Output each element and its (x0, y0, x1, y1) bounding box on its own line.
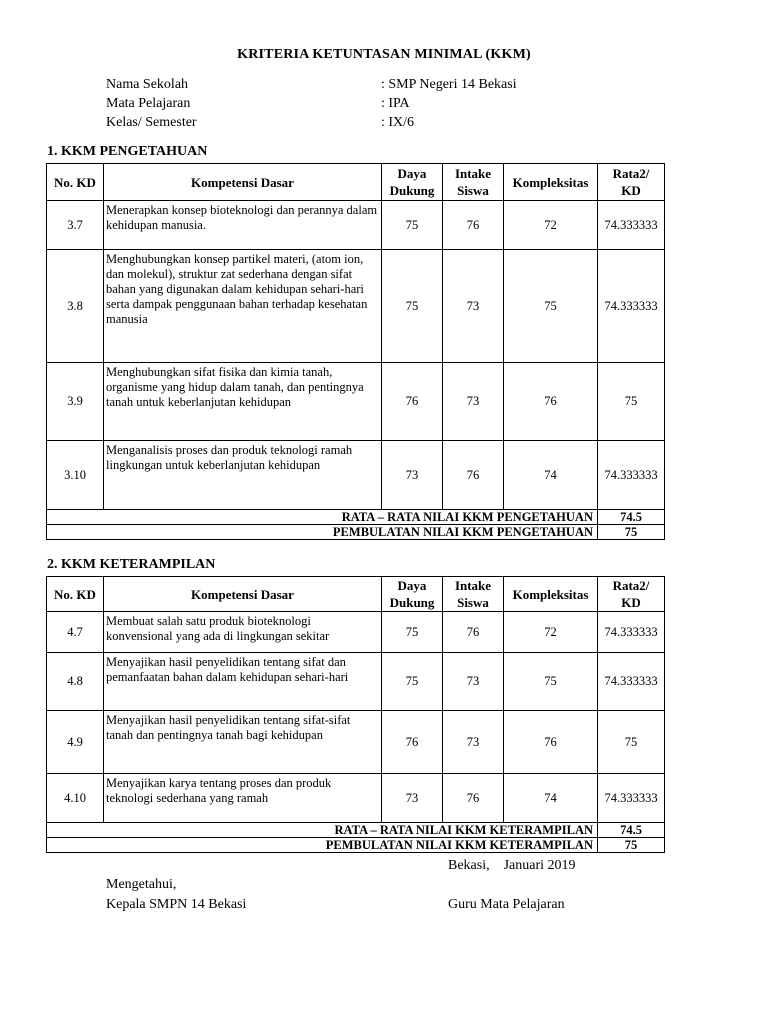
kd-cell: 3.9 (47, 363, 104, 441)
guru-label: Guru Mata Pelajaran (448, 897, 565, 912)
rata-cell: 74.333333 (598, 250, 665, 363)
header-kompleksitas: Kompleksitas (504, 164, 598, 201)
desc-cell: Menghubungkan sifat fisika dan kimia tanah, organisme yang hidup dalam tanah, dan pentingnya tanah untuk keberlanjutan kehidupan (104, 363, 382, 441)
section1-heading: 1. KKM PENGETAHUAN (47, 144, 208, 159)
komp-cell: 76 (504, 711, 598, 774)
rata-cell: 75 (598, 363, 665, 441)
table-row (47, 250, 665, 363)
rata-cell: 74.333333 (598, 612, 665, 653)
average-label: RATA – RATA NILAI KKM KETERAMPILAN (47, 823, 598, 838)
header-daya-dukung: Daya Dukung (382, 577, 443, 612)
komp-cell: 72 (504, 201, 598, 250)
average-row (47, 823, 665, 838)
daya-cell: 76 (382, 711, 443, 774)
komp-cell: 75 (504, 653, 598, 711)
intake-cell: 73 (443, 363, 504, 441)
rounding-value: 75 (598, 838, 665, 853)
header-kompetensi: Kompetensi Dasar (104, 577, 382, 612)
desc-cell: Menghubungkan konsep partikel materi, (atom ion, dan molekul), struktur zat sederhana dengan sifat bahan yang digunakan dalam kehidupan sehari-hari serta dampak penggunaan bahan terhadap kesehatan manusia (104, 250, 382, 363)
average-value: 74.5 (598, 510, 665, 525)
info-value-subject: : IPA (381, 96, 410, 111)
rata-cell: 74.333333 (598, 441, 665, 510)
daya-cell: 75 (382, 653, 443, 711)
header-rata-kd: Rata2/ KD (598, 164, 665, 201)
average-value: 74.5 (598, 823, 665, 838)
kd-cell: 3.7 (47, 201, 104, 250)
kd-cell: 3.8 (47, 250, 104, 363)
info-value-class: : IX/6 (381, 115, 415, 130)
table-header-row (47, 577, 665, 612)
komp-cell: 75 (504, 250, 598, 363)
mengetahui-label: Mengetahui, (106, 877, 177, 892)
header-no-kd: No. KD (47, 164, 104, 201)
kd-cell: 4.8 (47, 653, 104, 711)
rata-cell: 74.333333 (598, 774, 665, 823)
rounding-row (47, 525, 665, 540)
info-label-school: Nama Sekolah (106, 77, 189, 92)
table-row (47, 711, 665, 774)
desc-cell: Menyajikan karya tentang proses dan produk teknologi sederhana yang ramah (104, 774, 382, 823)
kd-cell: 4.7 (47, 612, 104, 653)
info-label-class: Kelas/ Semester (106, 115, 197, 130)
desc-cell: Menyajikan hasil penyelidikan tentang sifat-sifat tanah dan pentingnya tanah bagi kehidupan (104, 711, 382, 774)
intake-cell: 76 (443, 201, 504, 250)
daya-cell: 75 (382, 201, 443, 250)
header-daya-dukung: Daya Dukung (382, 164, 443, 201)
komp-cell: 74 (504, 774, 598, 823)
daya-cell: 73 (382, 774, 443, 823)
place-date: Bekasi, Januari 2019 (448, 858, 576, 873)
document-title: KRITERIA KETUNTASAN MINIMAL (KKM) (237, 47, 531, 62)
header-rata-kd: Rata2/ KD (598, 577, 665, 612)
komp-cell: 76 (504, 363, 598, 441)
daya-cell: 75 (382, 612, 443, 653)
komp-cell: 72 (504, 612, 598, 653)
komp-cell: 74 (504, 441, 598, 510)
section2-heading: 2. KKM KETERAMPILAN (47, 557, 216, 572)
rounding-row (47, 838, 665, 853)
intake-cell: 73 (443, 653, 504, 711)
kd-cell: 3.10 (47, 441, 104, 510)
rounding-value: 75 (598, 525, 665, 540)
average-row (47, 510, 665, 525)
intake-cell: 76 (443, 441, 504, 510)
kkm-pengetahuan-table (46, 163, 665, 540)
intake-cell: 76 (443, 774, 504, 823)
table-row (47, 363, 665, 441)
info-label-subject: Mata Pelajaran (106, 96, 191, 111)
rounding-label: PEMBULATAN NILAI KKM KETERAMPILAN (47, 838, 598, 853)
table-row (47, 774, 665, 823)
daya-cell: 75 (382, 250, 443, 363)
header-no-kd: No. KD (47, 577, 104, 612)
header-kompleksitas: Kompleksitas (504, 577, 598, 612)
table-header-row (47, 164, 665, 201)
rounding-label: PEMBULATAN NILAI KKM PENGETAHUAN (47, 525, 598, 540)
intake-cell: 73 (443, 711, 504, 774)
intake-cell: 76 (443, 612, 504, 653)
kd-cell: 4.9 (47, 711, 104, 774)
table-row (47, 653, 665, 711)
rata-cell: 75 (598, 711, 665, 774)
kkm-keterampilan-table (46, 576, 665, 853)
kepala-sekolah-label: Kepala SMPN 14 Bekasi (106, 897, 247, 912)
table-row (47, 612, 665, 653)
desc-cell: Menganalisis proses dan produk teknologi ramah lingkungan untuk keberlanjutan kehidupan (104, 441, 382, 510)
daya-cell: 73 (382, 441, 443, 510)
average-label: RATA – RATA NILAI KKM PENGETAHUAN (47, 510, 598, 525)
header-intake-siswa: Intake Siswa (443, 164, 504, 201)
info-value-school: : SMP Negeri 14 Bekasi (381, 77, 517, 92)
kd-cell: 4.10 (47, 774, 104, 823)
desc-cell: Menyajikan hasil penyelidikan tentang sifat dan pemanfaatan bahan dalam kehidupan sehari-hari (104, 653, 382, 711)
rata-cell: 74.333333 (598, 201, 665, 250)
table-row (47, 201, 665, 250)
desc-cell: Membuat salah satu produk bioteknologi konvensional yang ada di lingkungan sekitar (104, 612, 382, 653)
header-intake-siswa: Intake Siswa (443, 577, 504, 612)
daya-cell: 76 (382, 363, 443, 441)
desc-cell: Menerapkan konsep bioteknologi dan perannya dalam kehidupan manusia. (104, 201, 382, 250)
header-kompetensi: Kompetensi Dasar (104, 164, 382, 201)
rata-cell: 74.333333 (598, 653, 665, 711)
table-row (47, 441, 665, 510)
intake-cell: 73 (443, 250, 504, 363)
